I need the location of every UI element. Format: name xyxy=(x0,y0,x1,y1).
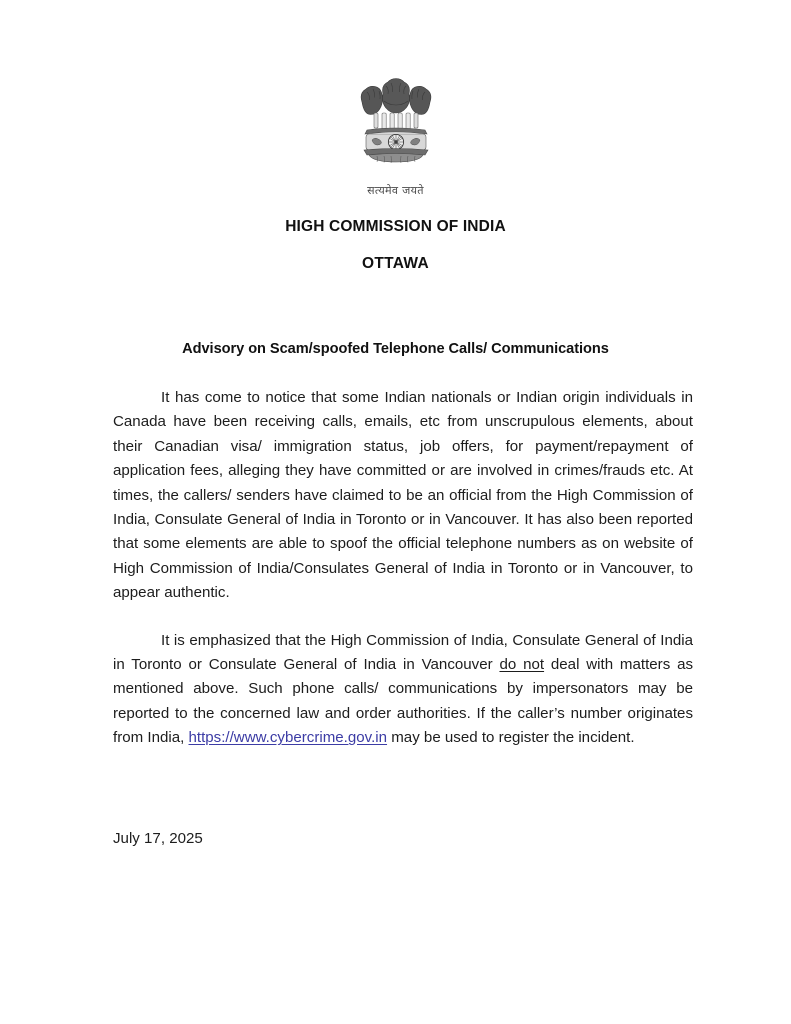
paragraph-text-run: may be used to register the incident. xyxy=(387,729,635,747)
paragraph-text-run: It has come to notice that some Indian nationals or Indian origin individuals in Canada have been receiving calls, emails, etc from unscrupulous elements, about their Canadian visa/ immigration status, job offers, for payment/repayment of application fees, alleging they have committed or are involved in crimes/frauds etc. At times, the callers/ senders have claimed to be an official from the High Commission of India, Consulate General of India in Toronto or in Vancouver. It has also been reported that some elements are able to spoof the official telephone numbers as on website of High Commission of India/Consulates General of India in Toronto or in Vancouver, to appear authentic. xyxy=(113,389,693,602)
paragraph-1 xyxy=(113,386,693,606)
document-date: July 17, 2025 xyxy=(113,830,203,847)
paragraph-text-run: deal with matters as mentioned above. Such phone calls/ communications by impersonators may be reported to the concerned law and order authorities. If the caller’s number originates from India, xyxy=(113,656,694,747)
organization-name: HIGH COMMISSION OF INDIA xyxy=(285,218,506,235)
organization-city: OTTAWA xyxy=(362,255,429,272)
india-state-emblem-lion-capital-icon xyxy=(350,78,442,182)
emphasis-do-not: do not xyxy=(499,656,545,674)
document-body xyxy=(113,386,693,751)
emblem-motto-text: सत्यमेव जयते xyxy=(367,184,424,197)
paragraph-text-run: It is emphasized that the High Commission of India, Consulate General of India in Toronto or Consulate General of India in Vancouver xyxy=(113,631,693,674)
paragraph-2 xyxy=(113,629,693,751)
cybercrime-portal-link[interactable]: https://www.cybercrime.gov.in xyxy=(188,729,388,747)
national-emblem-block xyxy=(0,0,791,198)
document-title: Advisory on Scam/spoofed Telephone Calls/ Communications xyxy=(182,341,609,357)
